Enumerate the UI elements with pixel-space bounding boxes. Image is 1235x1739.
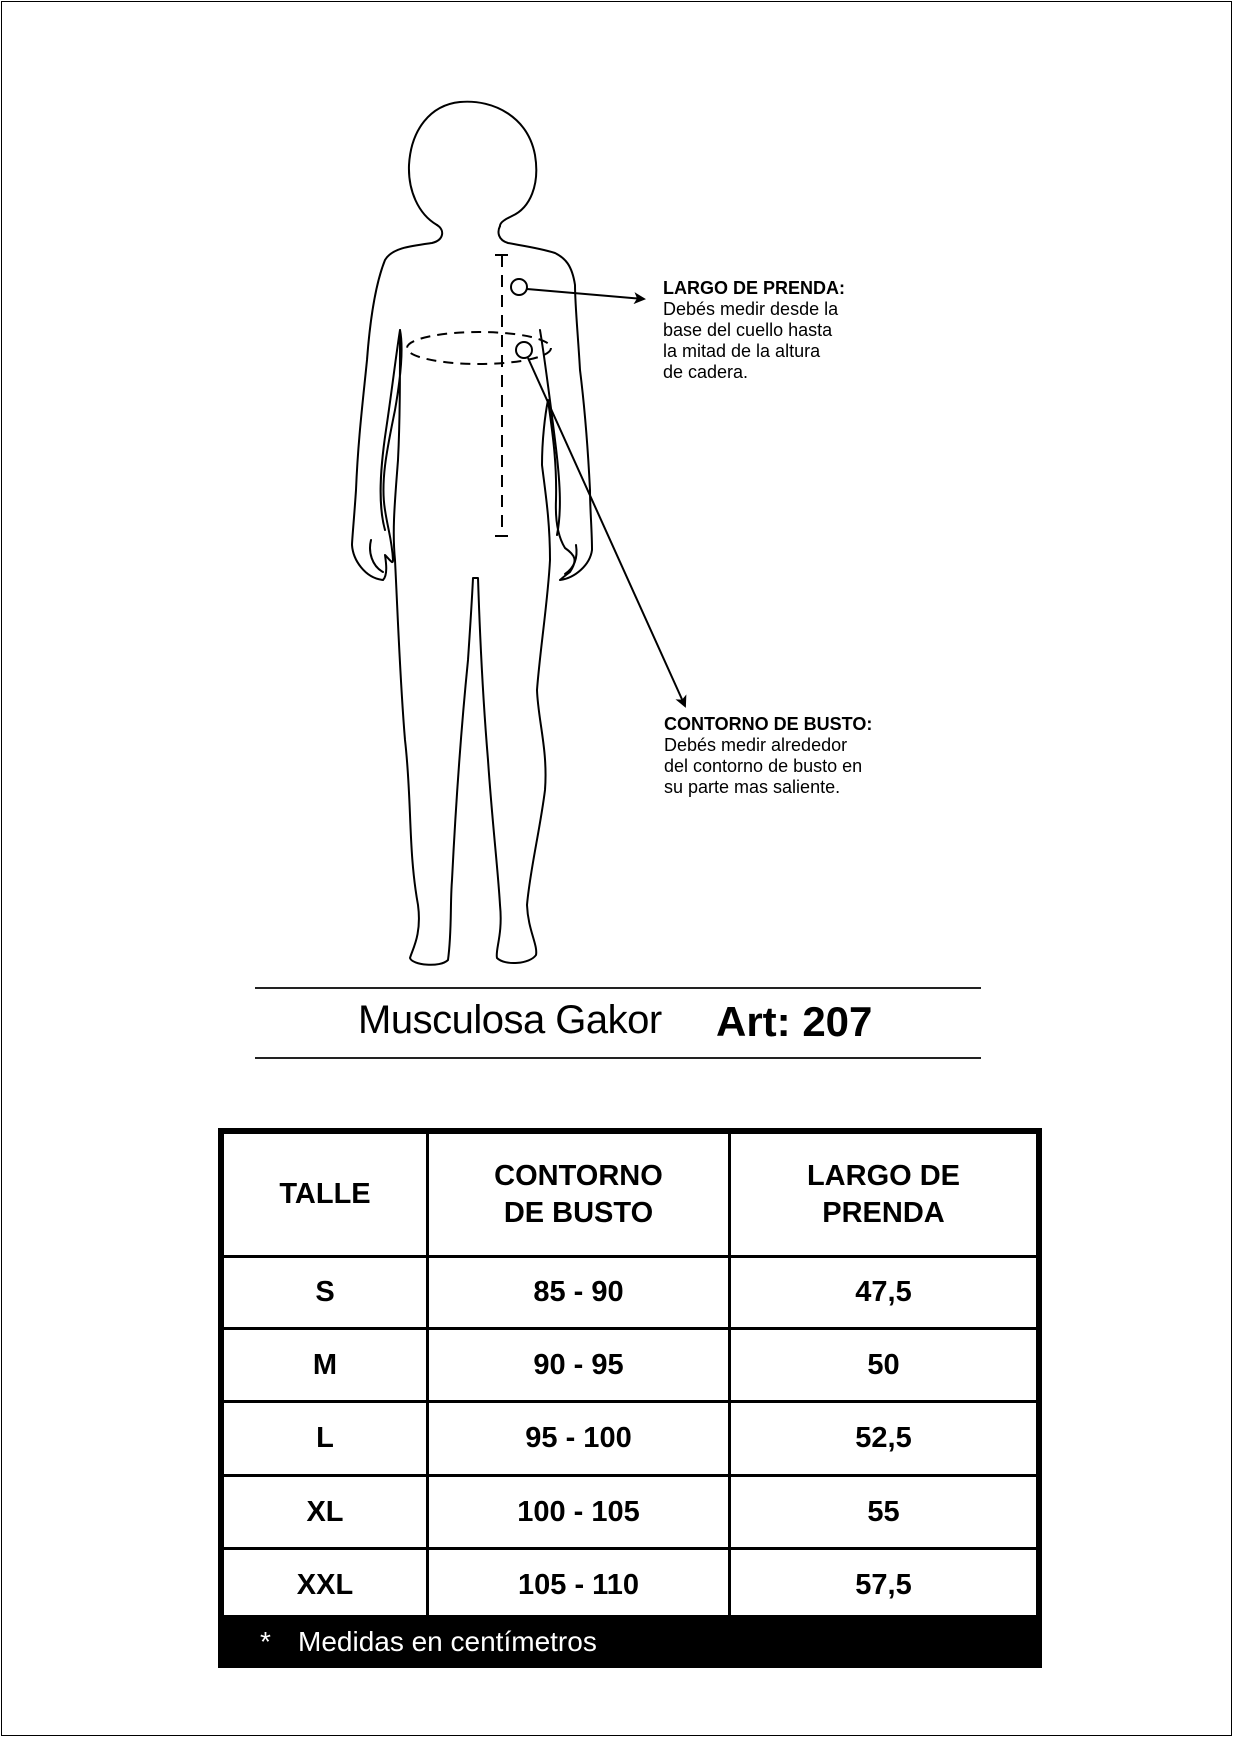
table-cell-size: M <box>224 1330 429 1403</box>
size-table <box>218 1128 1042 1668</box>
header-largo-prenda: LARGO DE PRENDA <box>731 1134 1036 1258</box>
length-annotation <box>663 278 845 383</box>
footnote-marker: * <box>260 1625 271 1657</box>
table-cell-bust: 85 - 90 <box>429 1258 731 1330</box>
bust-annotation <box>664 714 872 798</box>
table-cell-length: 50 <box>731 1330 1036 1403</box>
table-cell-size: XL <box>224 1477 429 1550</box>
bust-annotation-text: Debés medir alrededor del contorno de busto en su parte mas saliente. <box>664 735 863 797</box>
head-outline <box>409 102 536 226</box>
units-footnote <box>224 1615 1036 1668</box>
size-table-grid <box>224 1134 1036 1621</box>
table-cell-bust: 90 - 95 <box>429 1330 731 1403</box>
header-contorno-busto: CONTORNO DE BUSTO <box>429 1134 731 1258</box>
length-annotation-text: Debés medir desde la base del cuello hasta la mitad de la altura de cadera. <box>663 299 839 382</box>
torso-outline <box>352 225 592 965</box>
bust-marker <box>516 342 532 358</box>
table-cell-bust: 95 - 100 <box>429 1403 731 1477</box>
title-top-rule <box>255 987 981 989</box>
table-cell-bust: 100 - 105 <box>429 1477 731 1550</box>
left-hand <box>370 540 383 572</box>
title-bottom-rule <box>255 1057 981 1059</box>
length-annotation-heading: LARGO DE PRENDA: <box>663 278 846 298</box>
product-name: Musculosa Gakor <box>358 998 662 1042</box>
table-cell-bust: 105 - 110 <box>429 1550 731 1621</box>
table-cell-size: S <box>224 1258 429 1330</box>
table-cell-length: 52,5 <box>731 1403 1036 1477</box>
length-arrow <box>527 289 644 299</box>
table-cell-size: XXL <box>224 1550 429 1621</box>
table-cell-length: 57,5 <box>855 1569 912 1601</box>
bust-arrow <box>528 358 685 706</box>
table-cell-size: L <box>224 1403 429 1477</box>
table-cell-length: 47,5 <box>731 1258 1036 1330</box>
footnote-text: Medidas en centímetros <box>298 1625 597 1657</box>
length-marker <box>511 279 527 295</box>
bust-annotation-heading: CONTORNO DE BUSTO: <box>664 714 873 734</box>
article-number: Art: 207 <box>716 998 873 1045</box>
header-talle: TALLE <box>224 1134 429 1258</box>
table-cell-length: 55 <box>731 1477 1036 1550</box>
